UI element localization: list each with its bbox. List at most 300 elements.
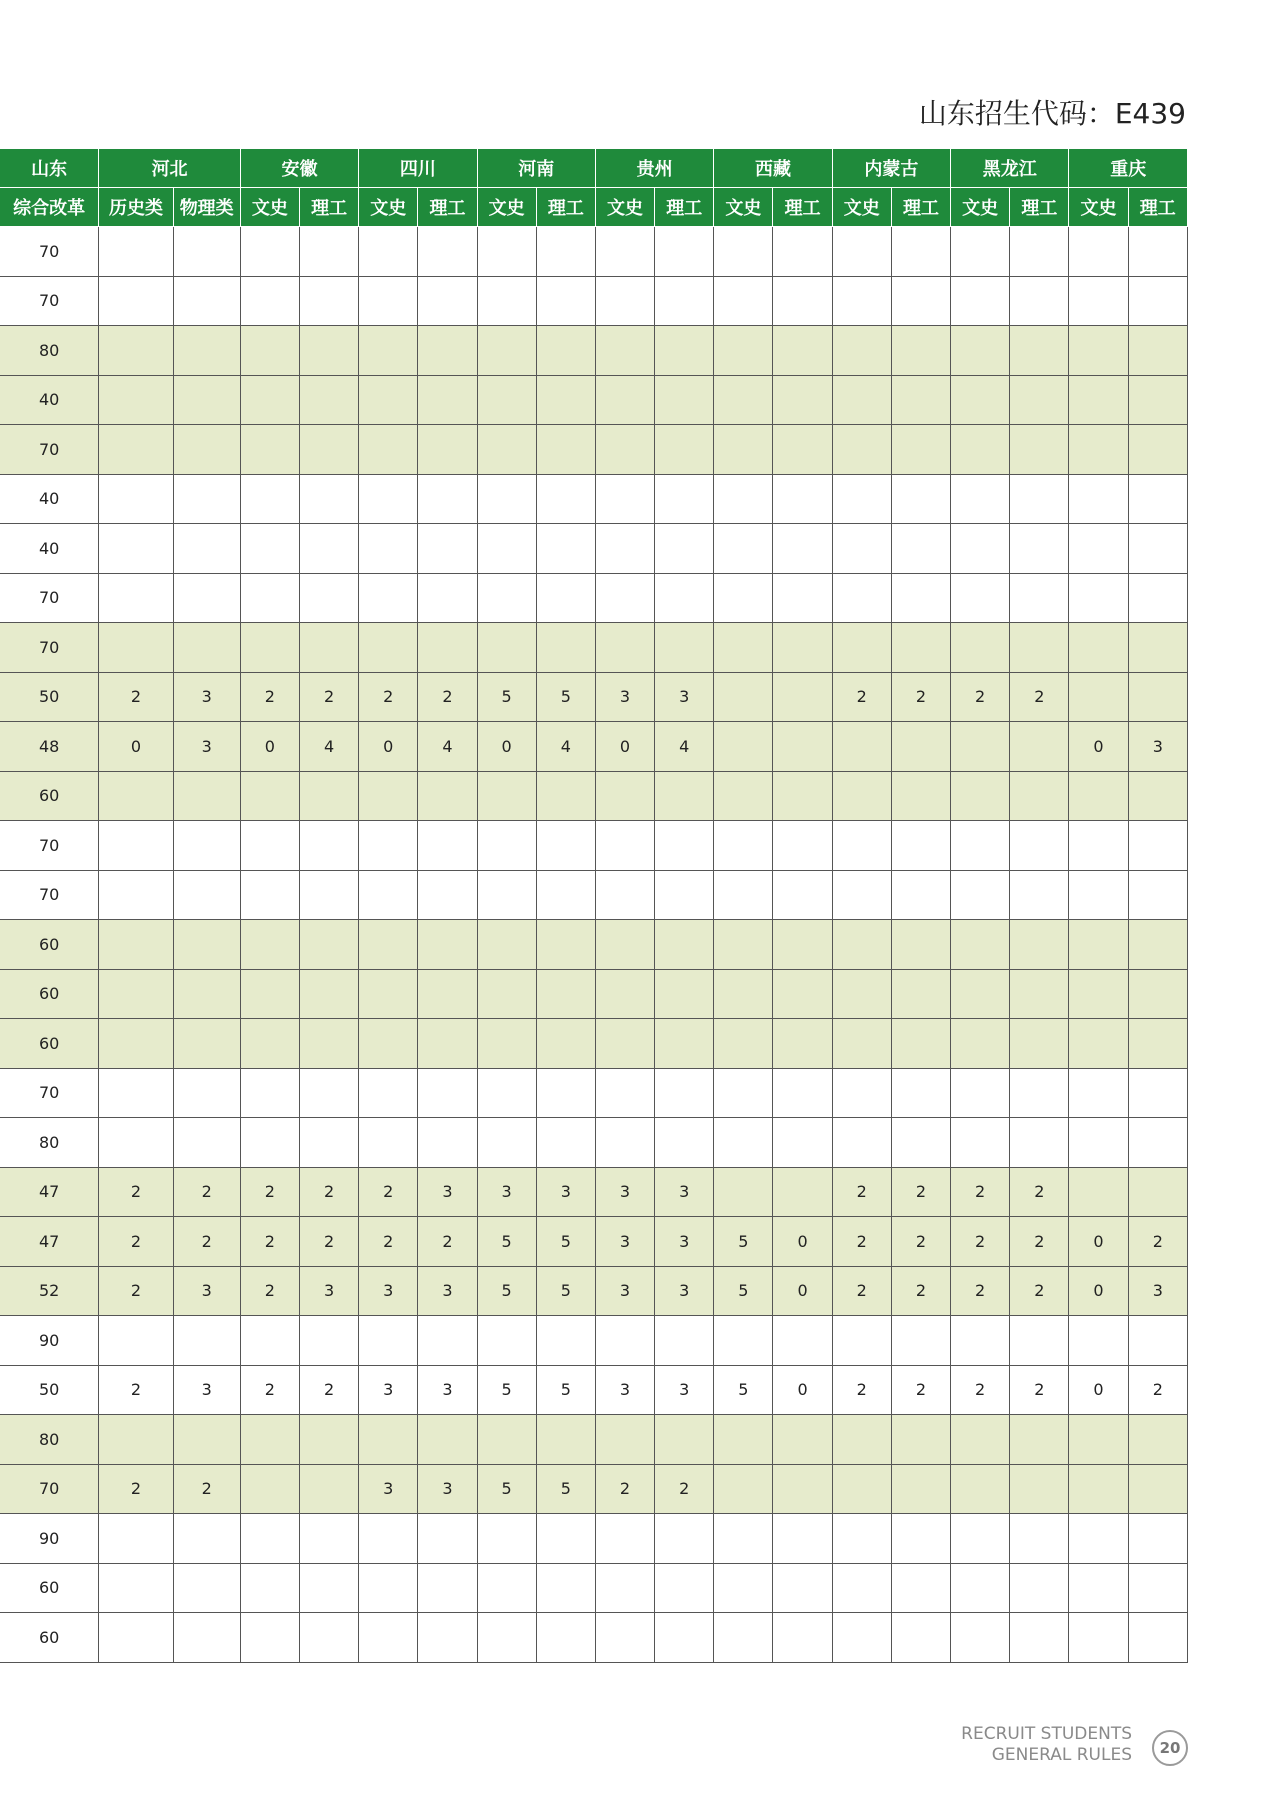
table-row (0, 227, 1188, 277)
quota-cell (832, 227, 891, 277)
quota-cell: 3 (655, 1217, 714, 1267)
quota-cell (714, 1464, 773, 1514)
quota-cell (773, 920, 832, 970)
quota-cell (773, 1514, 832, 1564)
quota-cell (240, 1563, 299, 1613)
quota-cell: 5 (714, 1266, 773, 1316)
quota-cell: 4 (655, 722, 714, 772)
quota-cell (99, 375, 173, 425)
quota-cell (1069, 573, 1128, 623)
quota-cell (595, 870, 654, 920)
quota-cell (1128, 326, 1187, 376)
quota-cell: 3 (359, 1365, 418, 1415)
province-header-cell: 西藏 (714, 149, 832, 188)
quota-cell: 3 (173, 1266, 240, 1316)
quota-cell (173, 1613, 240, 1663)
quota-cell (536, 276, 595, 326)
quota-cell: 0 (240, 722, 299, 772)
quota-cell (773, 672, 832, 722)
quota-cell (951, 1514, 1010, 1564)
quota-cell (1128, 1514, 1187, 1564)
quota-cell (1128, 1613, 1187, 1663)
quota-cell (714, 870, 773, 920)
quota-cell (173, 623, 240, 673)
quota-cell (595, 573, 654, 623)
quota-cell (173, 1019, 240, 1069)
quota-cell: 2 (359, 672, 418, 722)
shandong-quota-cell: 60 (0, 920, 99, 970)
quota-cell (595, 1019, 654, 1069)
quota-cell (1010, 1514, 1069, 1564)
quota-cell: 2 (951, 1167, 1010, 1217)
quota-cell (477, 1613, 536, 1663)
quota-cell (832, 276, 891, 326)
quota-cell: 2 (299, 1167, 358, 1217)
quota-cell (173, 524, 240, 574)
quota-cell (595, 276, 654, 326)
quota-cell (173, 1563, 240, 1613)
quota-cell (595, 227, 654, 277)
quota-cell (99, 425, 173, 475)
quota-cell (536, 573, 595, 623)
quota-cell (714, 771, 773, 821)
quota-cell (655, 1118, 714, 1168)
quota-cell (1010, 524, 1069, 574)
quota-cell: 3 (477, 1167, 536, 1217)
quota-cell (1069, 1514, 1128, 1564)
quota-cell (1010, 771, 1069, 821)
quota-cell (951, 573, 1010, 623)
quota-cell (1128, 276, 1187, 326)
subject-header-cell: 文史 (714, 188, 773, 227)
table-row (0, 524, 1188, 574)
quota-cell (832, 375, 891, 425)
quota-cell (832, 722, 891, 772)
quota-cell (891, 1563, 950, 1613)
quota-cell (714, 573, 773, 623)
quota-cell: 2 (891, 1266, 950, 1316)
table-row (0, 1415, 1188, 1465)
quota-cell (714, 227, 773, 277)
table-row (0, 1464, 1188, 1514)
quota-cell (299, 524, 358, 574)
quota-cell: 2 (891, 672, 950, 722)
quota-cell (773, 375, 832, 425)
subject-header-cell: 理工 (773, 188, 832, 227)
shandong-quota-cell: 60 (0, 1613, 99, 1663)
quota-cell: 3 (655, 1365, 714, 1415)
quota-cell (891, 969, 950, 1019)
quota-cell (299, 771, 358, 821)
shandong-quota-cell: 47 (0, 1167, 99, 1217)
quota-cell (595, 1316, 654, 1366)
quota-cell (418, 425, 477, 475)
quota-cell: 3 (299, 1266, 358, 1316)
quota-cell: 2 (299, 1217, 358, 1267)
quota-cell (891, 474, 950, 524)
quota-cell (655, 771, 714, 821)
quota-cell (99, 1019, 173, 1069)
quota-cell (1128, 672, 1187, 722)
shandong-quota-cell: 40 (0, 375, 99, 425)
table-row (0, 969, 1188, 1019)
quota-cell (240, 1613, 299, 1663)
subject-header-cell: 文史 (595, 188, 654, 227)
quota-cell (1128, 375, 1187, 425)
quota-cell (773, 821, 832, 871)
quota-cell (595, 1613, 654, 1663)
quota-cell (418, 326, 477, 376)
quota-cell: 5 (536, 1217, 595, 1267)
quota-cell (536, 920, 595, 970)
quota-cell (359, 771, 418, 821)
quota-cell (299, 870, 358, 920)
quota-cell (1069, 474, 1128, 524)
quota-cell (891, 1514, 950, 1564)
quota-cell (536, 623, 595, 673)
quota-cell (773, 276, 832, 326)
quota-cell (951, 1415, 1010, 1465)
quota-cell (891, 1613, 950, 1663)
quota-cell (655, 1514, 714, 1564)
quota-cell (477, 1563, 536, 1613)
province-header-row (0, 149, 1188, 188)
quota-cell: 0 (99, 722, 173, 772)
quota-cell: 0 (477, 722, 536, 772)
quota-cell (1128, 821, 1187, 871)
province-header-cell: 贵州 (595, 149, 713, 188)
quota-cell (1010, 1316, 1069, 1366)
quota-cell (1069, 1613, 1128, 1663)
quota-cell (99, 870, 173, 920)
quota-cell (240, 623, 299, 673)
quota-cell: 2 (99, 1365, 173, 1415)
quota-cell: 2 (240, 1266, 299, 1316)
shandong-quota-cell: 50 (0, 1365, 99, 1415)
quota-cell (1069, 1415, 1128, 1465)
quota-cell (1128, 623, 1187, 673)
quota-cell (299, 227, 358, 277)
quota-cell (1128, 969, 1187, 1019)
quota-cell (1069, 821, 1128, 871)
quota-cell (832, 771, 891, 821)
quota-cell (1128, 1118, 1187, 1168)
quota-cell: 3 (418, 1167, 477, 1217)
quota-cell (299, 1464, 358, 1514)
quota-cell (1010, 1068, 1069, 1118)
quota-cell (891, 821, 950, 871)
quota-cell (655, 425, 714, 475)
footer-line-2: GENERAL RULES (991, 1745, 1132, 1765)
quota-cell (299, 821, 358, 871)
quota-cell: 2 (173, 1464, 240, 1514)
quota-cell: 3 (173, 1365, 240, 1415)
quota-cell (714, 1118, 773, 1168)
quota-cell (1128, 1167, 1187, 1217)
quota-cell: 2 (359, 1167, 418, 1217)
quota-cell: 2 (1010, 672, 1069, 722)
quota-cell (773, 1563, 832, 1613)
quota-cell: 2 (832, 672, 891, 722)
quota-cell (99, 821, 173, 871)
table-row (0, 771, 1188, 821)
quota-cell (240, 969, 299, 1019)
shandong-quota-cell: 80 (0, 1118, 99, 1168)
quota-cell (536, 326, 595, 376)
province-header-cell: 安徽 (240, 149, 358, 188)
quota-cell (477, 474, 536, 524)
quota-cell (1128, 1019, 1187, 1069)
quota-cell (1069, 1563, 1128, 1613)
quota-cell: 0 (1069, 722, 1128, 772)
quota-cell (418, 771, 477, 821)
quota-cell (240, 1514, 299, 1564)
subject-header-cell: 理工 (536, 188, 595, 227)
quota-cell (418, 1613, 477, 1663)
quota-cell (655, 1563, 714, 1613)
quota-cell (891, 227, 950, 277)
quota-cell (891, 623, 950, 673)
table-row (0, 1316, 1188, 1366)
quota-cell: 3 (595, 1365, 654, 1415)
province-header-cell: 内蒙古 (832, 149, 950, 188)
subject-header-cell: 历史类 (99, 188, 173, 227)
quota-cell: 2 (1010, 1167, 1069, 1217)
quota-cell (891, 375, 950, 425)
quota-cell (536, 1019, 595, 1069)
quota-cell (951, 1464, 1010, 1514)
quota-cell (773, 326, 832, 376)
quota-cell (173, 1316, 240, 1366)
quota-cell (418, 227, 477, 277)
quota-cell (773, 1464, 832, 1514)
quota-cell (773, 1019, 832, 1069)
quota-cell (891, 920, 950, 970)
province-header-cell: 四川 (359, 149, 477, 188)
quota-cell (1128, 920, 1187, 970)
table-row (0, 1068, 1188, 1118)
quota-cell (951, 1316, 1010, 1366)
quota-cell (1128, 1464, 1187, 1514)
subject-header-cell: 综合改革 (0, 188, 99, 227)
quota-cell (832, 1068, 891, 1118)
quota-cell (99, 1563, 173, 1613)
quota-cell (99, 771, 173, 821)
quota-cell (773, 227, 832, 277)
quota-cell (1128, 227, 1187, 277)
quota-cell: 3 (418, 1266, 477, 1316)
shandong-quota-cell: 50 (0, 672, 99, 722)
quota-cell (1128, 524, 1187, 574)
quota-cell (832, 1613, 891, 1663)
quota-cell: 2 (99, 1464, 173, 1514)
quota-cell (832, 1563, 891, 1613)
quota-cell (299, 573, 358, 623)
quota-cell (714, 1068, 773, 1118)
quota-cell (536, 1563, 595, 1613)
quota-cell (99, 227, 173, 277)
quota-cell (477, 1514, 536, 1564)
quota-cell (418, 920, 477, 970)
quota-cell (299, 1068, 358, 1118)
quota-cell (240, 276, 299, 326)
quota-cell (773, 623, 832, 673)
quota-cell (714, 1613, 773, 1663)
shandong-quota-cell: 70 (0, 1068, 99, 1118)
quota-cell: 2 (891, 1167, 950, 1217)
quota-cell (655, 623, 714, 673)
quota-cell (714, 969, 773, 1019)
quota-cell (655, 276, 714, 326)
shandong-quota-cell: 60 (0, 771, 99, 821)
quota-cell (595, 821, 654, 871)
quota-cell (240, 227, 299, 277)
quota-cell (173, 1415, 240, 1465)
quota-cell (477, 969, 536, 1019)
quota-cell (1128, 870, 1187, 920)
quota-cell (477, 623, 536, 673)
quota-cell (1010, 227, 1069, 277)
quota-cell (477, 821, 536, 871)
quota-cell (359, 1563, 418, 1613)
quota-cell: 3 (359, 1266, 418, 1316)
quota-cell (714, 1514, 773, 1564)
quota-cell (891, 1068, 950, 1118)
quota-cell (99, 573, 173, 623)
quota-cell: 5 (477, 1266, 536, 1316)
quota-cell (359, 375, 418, 425)
quota-cell (240, 573, 299, 623)
quota-cell (99, 1316, 173, 1366)
quota-cell: 2 (99, 1167, 173, 1217)
quota-cell (418, 1415, 477, 1465)
province-header-cell: 河北 (99, 149, 240, 188)
quota-cell (359, 573, 418, 623)
quota-cell: 5 (536, 1365, 595, 1415)
quota-cell (477, 870, 536, 920)
quota-cell: 2 (891, 1217, 950, 1267)
quota-cell: 3 (1128, 1266, 1187, 1316)
quota-cell (1010, 276, 1069, 326)
quota-cell (773, 425, 832, 475)
quota-cell (595, 1415, 654, 1465)
subject-header-cell: 理工 (299, 188, 358, 227)
quota-cell (173, 474, 240, 524)
shandong-quota-cell: 60 (0, 1019, 99, 1069)
quota-cell: 5 (477, 1217, 536, 1267)
quota-cell (477, 1068, 536, 1118)
quota-cell (418, 821, 477, 871)
quota-cell (359, 1068, 418, 1118)
quota-cell (1069, 870, 1128, 920)
quota-cell (714, 821, 773, 871)
quota-cell (1069, 326, 1128, 376)
quota-cell (1128, 771, 1187, 821)
quota-cell: 3 (655, 1167, 714, 1217)
province-header-cell: 黑龙江 (951, 149, 1069, 188)
quota-cell (359, 276, 418, 326)
quota-cell (359, 425, 418, 475)
quota-cell (359, 821, 418, 871)
quota-cell (240, 326, 299, 376)
table-row (0, 326, 1188, 376)
quota-cell (1128, 1563, 1187, 1613)
quota-cell: 2 (951, 1217, 1010, 1267)
quota-cell (477, 375, 536, 425)
shandong-quota-cell: 60 (0, 1563, 99, 1613)
quota-cell (1010, 821, 1069, 871)
quota-cell (595, 623, 654, 673)
subject-header-cell: 文史 (477, 188, 536, 227)
quota-cell (1069, 1068, 1128, 1118)
quota-cell (536, 375, 595, 425)
quota-cell: 4 (418, 722, 477, 772)
quota-cell (714, 1415, 773, 1465)
quota-cell: 2 (240, 672, 299, 722)
quota-cell (99, 920, 173, 970)
quota-cell (595, 524, 654, 574)
enrollment-plan-table (0, 148, 1188, 1663)
quota-cell (477, 1118, 536, 1168)
quota-cell (299, 425, 358, 475)
quota-cell (1010, 375, 1069, 425)
quota-cell (951, 326, 1010, 376)
quota-cell (1010, 1415, 1069, 1465)
quota-cell (359, 623, 418, 673)
quota-cell (173, 375, 240, 425)
quota-cell (891, 573, 950, 623)
table-row (0, 375, 1188, 425)
quota-cell (891, 771, 950, 821)
quota-cell (1010, 425, 1069, 475)
quota-cell (714, 474, 773, 524)
quota-cell (1010, 1118, 1069, 1168)
quota-cell (173, 920, 240, 970)
quota-cell: 2 (299, 1365, 358, 1415)
shandong-quota-cell: 90 (0, 1316, 99, 1366)
quota-cell: 3 (655, 672, 714, 722)
quota-cell (99, 276, 173, 326)
quota-cell (951, 771, 1010, 821)
quota-cell: 4 (536, 722, 595, 772)
quota-cell (173, 969, 240, 1019)
quota-cell (1128, 1415, 1187, 1465)
quota-cell (595, 771, 654, 821)
quota-cell (359, 870, 418, 920)
subject-header-cell: 理工 (891, 188, 950, 227)
quota-cell (655, 524, 714, 574)
quota-cell (773, 524, 832, 574)
quota-cell (773, 1316, 832, 1366)
quota-cell (773, 1613, 832, 1663)
quota-cell (240, 375, 299, 425)
quota-cell (832, 920, 891, 970)
quota-cell: 5 (536, 1266, 595, 1316)
quota-cell (1069, 623, 1128, 673)
shandong-quota-cell: 52 (0, 1266, 99, 1316)
quota-cell (773, 969, 832, 1019)
quota-cell (536, 524, 595, 574)
quota-cell (714, 326, 773, 376)
quota-cell (536, 474, 595, 524)
quota-cell: 0 (1069, 1266, 1128, 1316)
quota-cell: 2 (240, 1217, 299, 1267)
quota-cell: 2 (1010, 1365, 1069, 1415)
quota-cell: 2 (832, 1365, 891, 1415)
quota-cell (655, 326, 714, 376)
quota-cell (99, 474, 173, 524)
quota-cell (418, 870, 477, 920)
